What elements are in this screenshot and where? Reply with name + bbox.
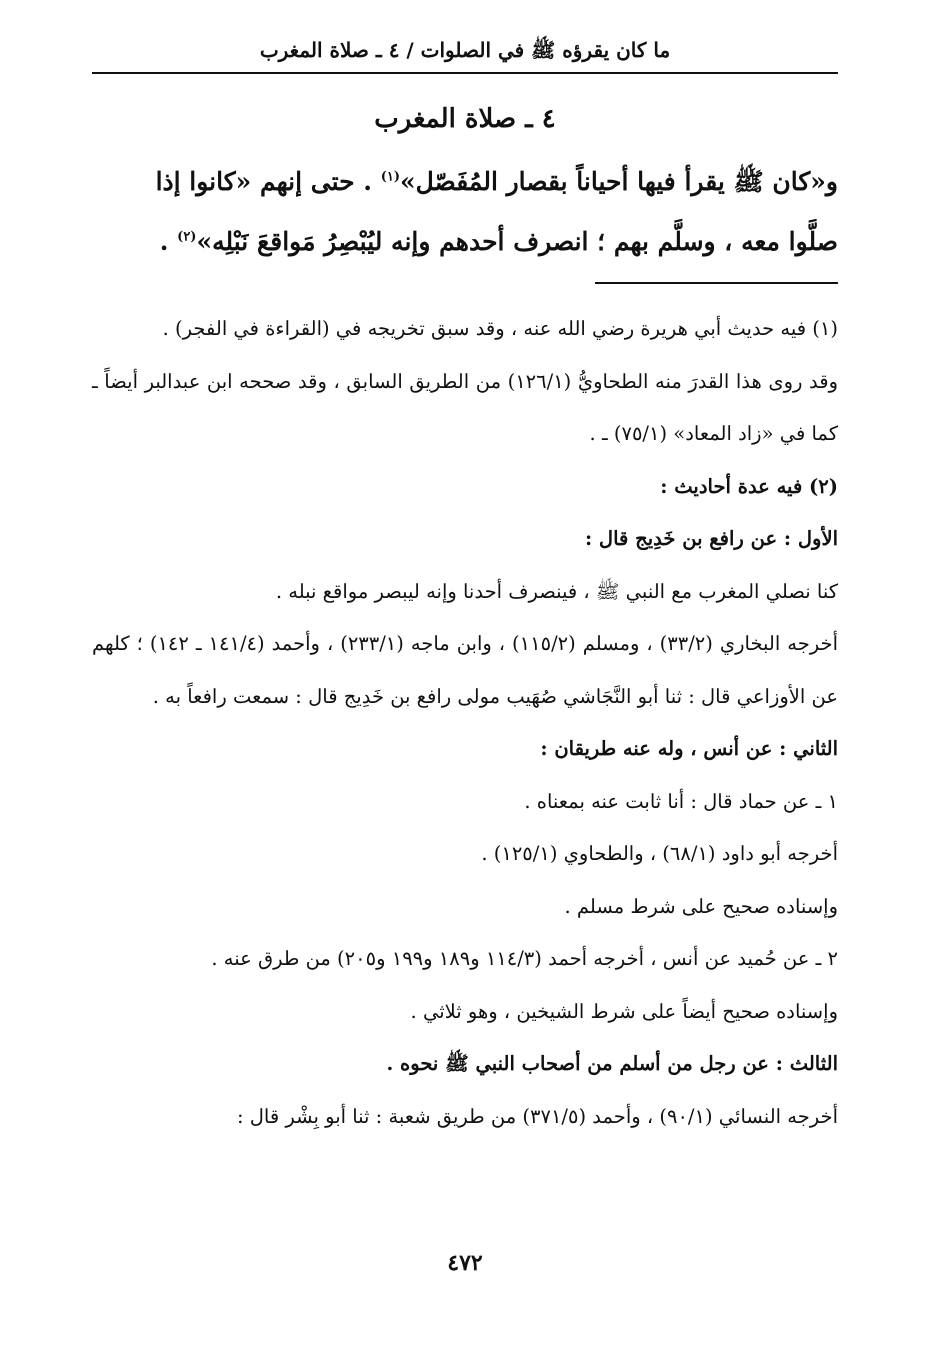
footnote-ref-2: (٢) bbox=[177, 229, 197, 245]
hadith-third-takhrij: أخرجه النسائي (٩٠/١) ، وأحمد (٣٧١/٥) من طريق شعبة : ثنا أبو بِشْر قال : bbox=[236, 1104, 838, 1128]
footnote-2-intro: (٢) فيه عدة أحاديث : bbox=[660, 474, 838, 498]
hadith-second-route-1: ١ ـ عن حماد قال : أنا ثابت عنه بمعناه . bbox=[524, 789, 838, 813]
hadith-second-heading: الثاني : عن أنس ، وله عنه طريقان : bbox=[540, 737, 838, 760]
hadith-second-route-2-isnad: وإسناده صحيح أيضاً على شرط الشيخين ، وهو ثلاثي . bbox=[410, 999, 838, 1023]
main-line-2-text: صلَّوا معه ، وسلَّم بهم ؛ انصرف أحدهم وإنه ليُبْصِرُ مَواقعَ نَبْلِه» bbox=[196, 227, 838, 256]
footnote-1-continued: وقد روى هذا القدرَ منه الطحاويُّ (١٢٦/١) من الطريق السابق ، وقد صححه ابن عبدالبر أيضاً ـ كما في «زاد المعاد» (٧٥/١) ـ . bbox=[92, 369, 838, 445]
hadith-first-takhrij: أخرجه البخاري (٣٣/٢) ، ومسلم (١١٥/٢) ، وابن ماجه (٢٣٣/١) ، وأحمد (١٤١/٤ ـ ١٤٢) ؛ كلهم عن الأوزاعي قال : ثنا أبو النَّجَاشي صُهَيب مولى رافع بن خَدِيج قال : سمعت رافعاً به . bbox=[92, 632, 838, 708]
page-number: ٤٧٢ bbox=[447, 1250, 483, 1276]
hadith-first-text: كنا نصلي المغرب مع النبي ﷺ ، فينصرف أحدنا وإنه ليبصر مواقع نبله . bbox=[275, 579, 838, 603]
main-line-2 bbox=[92, 212, 838, 272]
hadith-first-heading: الأول : عن رافع بن خَدِيج قال : bbox=[584, 527, 838, 550]
main-text bbox=[92, 152, 838, 272]
footnote-ref-1: (١) bbox=[380, 169, 400, 185]
main-line-1-text: و«كان ﷺ يقرأ فيها أحياناً بقصار المُفَصّل» bbox=[400, 167, 838, 196]
hadith-second-route-2: ٢ ـ عن حُميد عن أنس ، أخرجه أحمد (١١٤/٣ و١٨٩ و١٩٩ و٢٠٥) من طرق عنه . bbox=[211, 947, 838, 970]
hadith-third-heading: الثالث : عن رجل من أسلم من أصحاب النبي ﷺ نحوه . bbox=[386, 1052, 838, 1075]
header-rule bbox=[92, 72, 838, 74]
footnote-separator bbox=[595, 282, 838, 284]
section-title: ٤ ـ صلاة المغرب bbox=[374, 104, 556, 134]
hadith-second-route-1-isnad: وإسناده صحيح على شرط مسلم . bbox=[564, 894, 838, 918]
main-line-1-end: . حتى إنهم «كانوا إذا bbox=[155, 167, 372, 196]
main-line-1 bbox=[92, 152, 838, 212]
footnotes bbox=[92, 303, 838, 1143]
footnote-1: (١) فيه حديث أبي هريرة رضي الله عنه ، وقد سبق تخريجه في (القراءة في الفجر) . bbox=[162, 317, 838, 340]
running-head: ما كان يقرؤه ﷺ في الصلوات / ٤ ـ صلاة المغرب bbox=[259, 38, 671, 62]
hadith-second-route-1-takhrij: أخرجه أبو داود (٦٨/١) ، والطحاوي (١٢٥/١) . bbox=[481, 842, 838, 865]
main-line-2-end: . bbox=[159, 227, 169, 256]
